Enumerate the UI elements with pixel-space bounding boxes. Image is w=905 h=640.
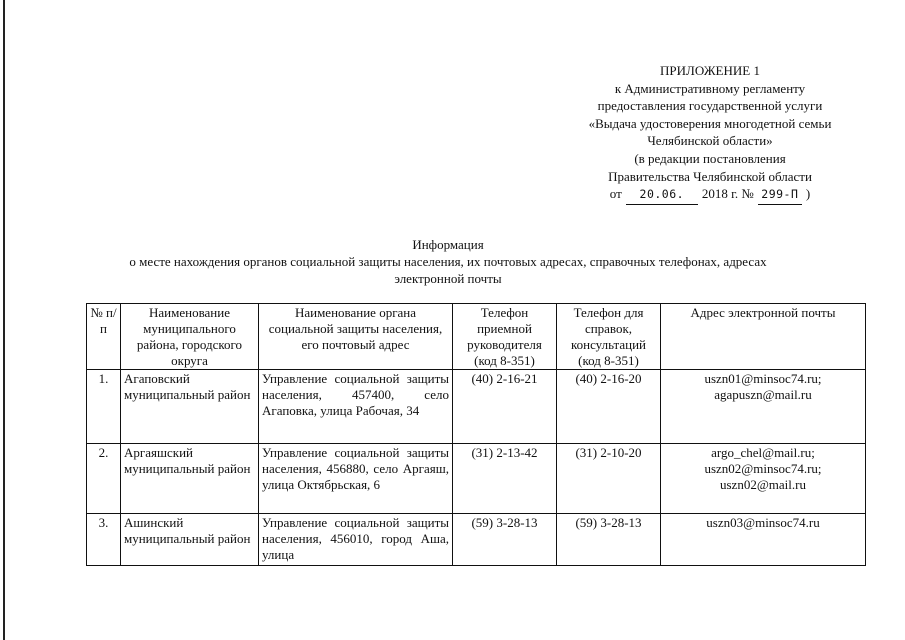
- organ-address: Управление социальной защиты населения, 456010, город Аша, улица: [259, 514, 453, 566]
- phone-head: (31) 2-13-42: [453, 444, 557, 514]
- appendix-line: Правительства Челябинской области: [608, 168, 812, 184]
- appendix-line: к Административному регламенту: [614, 80, 806, 96]
- info-subtitle-line-2: электронной почты: [394, 271, 502, 286]
- info-subtitle-line-1: о месте нахождения органов социальной защиты населения, их почтовых адресах, справочных телефонах, адресах: [129, 254, 767, 269]
- appendix-date-line: [540, 185, 880, 205]
- district-name: Агаповский муниципальный район: [121, 370, 259, 444]
- phone-head: (59) 3-28-13: [453, 514, 557, 566]
- row-number: 2.: [87, 444, 121, 514]
- appendix-line: (в редакции постановления: [634, 150, 786, 166]
- email-cell: [661, 514, 866, 566]
- phone-head: (40) 2-16-21: [453, 370, 557, 444]
- date-value: 20.06.: [626, 186, 698, 205]
- row-number: 3.: [87, 514, 121, 566]
- email-address[interactable]: agapuszn@mail.ru: [714, 387, 812, 402]
- social-protection-table: [86, 303, 866, 566]
- header-phone-info: Телефон для справок, консультаций (код 8-351): [557, 304, 661, 370]
- page-edge-line: [3, 0, 5, 640]
- district-name: Аргаяшский муниципальный район: [121, 444, 259, 514]
- table-header-row: [87, 304, 866, 370]
- email-address[interactable]: uszn02@minsoc74.ru;: [704, 461, 822, 476]
- date-year: 2018 г. №: [701, 186, 754, 202]
- header-email: Адрес электронной почты: [661, 304, 866, 370]
- phone-info: (31) 2-10-20: [557, 444, 661, 514]
- appendix-title: ПРИЛОЖЕНИЕ 1: [660, 63, 760, 78]
- email-cell: [661, 444, 866, 514]
- district-name: Ашинский муниципальный район: [121, 514, 259, 566]
- header-organ: Наименование органа социальной защиты населения, его почтовый адрес: [259, 304, 453, 370]
- email-cell: [661, 370, 866, 444]
- phone-info: (59) 3-28-13: [557, 514, 661, 566]
- organ-address: Управление социальной защиты населения, 457400, село Агаповка, улица Рабочая, 34: [259, 370, 453, 444]
- table-row: [87, 514, 866, 566]
- header-phone-head: Телефон приемной руководителя (код 8-351): [453, 304, 557, 370]
- appendix-line: предоставления государственной услуги: [597, 98, 823, 114]
- table-row: [87, 370, 866, 444]
- appendix-header: [540, 62, 880, 205]
- row-number: 1.: [87, 370, 121, 444]
- email-address[interactable]: uszn02@mail.ru: [720, 477, 806, 492]
- header-number: № п/п: [87, 304, 121, 370]
- appendix-line: Челябинской области»: [647, 133, 773, 149]
- email-address[interactable]: uszn03@minsoc74.ru: [706, 515, 820, 530]
- phone-info: (40) 2-16-20: [557, 370, 661, 444]
- decree-number: 299-П: [758, 186, 802, 205]
- table-row: [87, 444, 866, 514]
- date-prefix: от: [609, 186, 622, 202]
- date-close: ): [805, 186, 811, 202]
- info-heading: [88, 236, 808, 287]
- email-address[interactable]: uszn01@minsoc74.ru;: [704, 371, 822, 386]
- appendix-line: «Выдача удостоверения многодетной семьи: [588, 115, 832, 131]
- info-title: Информация: [412, 237, 484, 252]
- header-district: Наименование муниципального района, городского округа: [121, 304, 259, 370]
- organ-address: Управление социальной защиты населения, 456880, село Аргаяш, улица Октябрьская, 6: [259, 444, 453, 514]
- email-address[interactable]: argo_chel@mail.ru;: [711, 445, 815, 460]
